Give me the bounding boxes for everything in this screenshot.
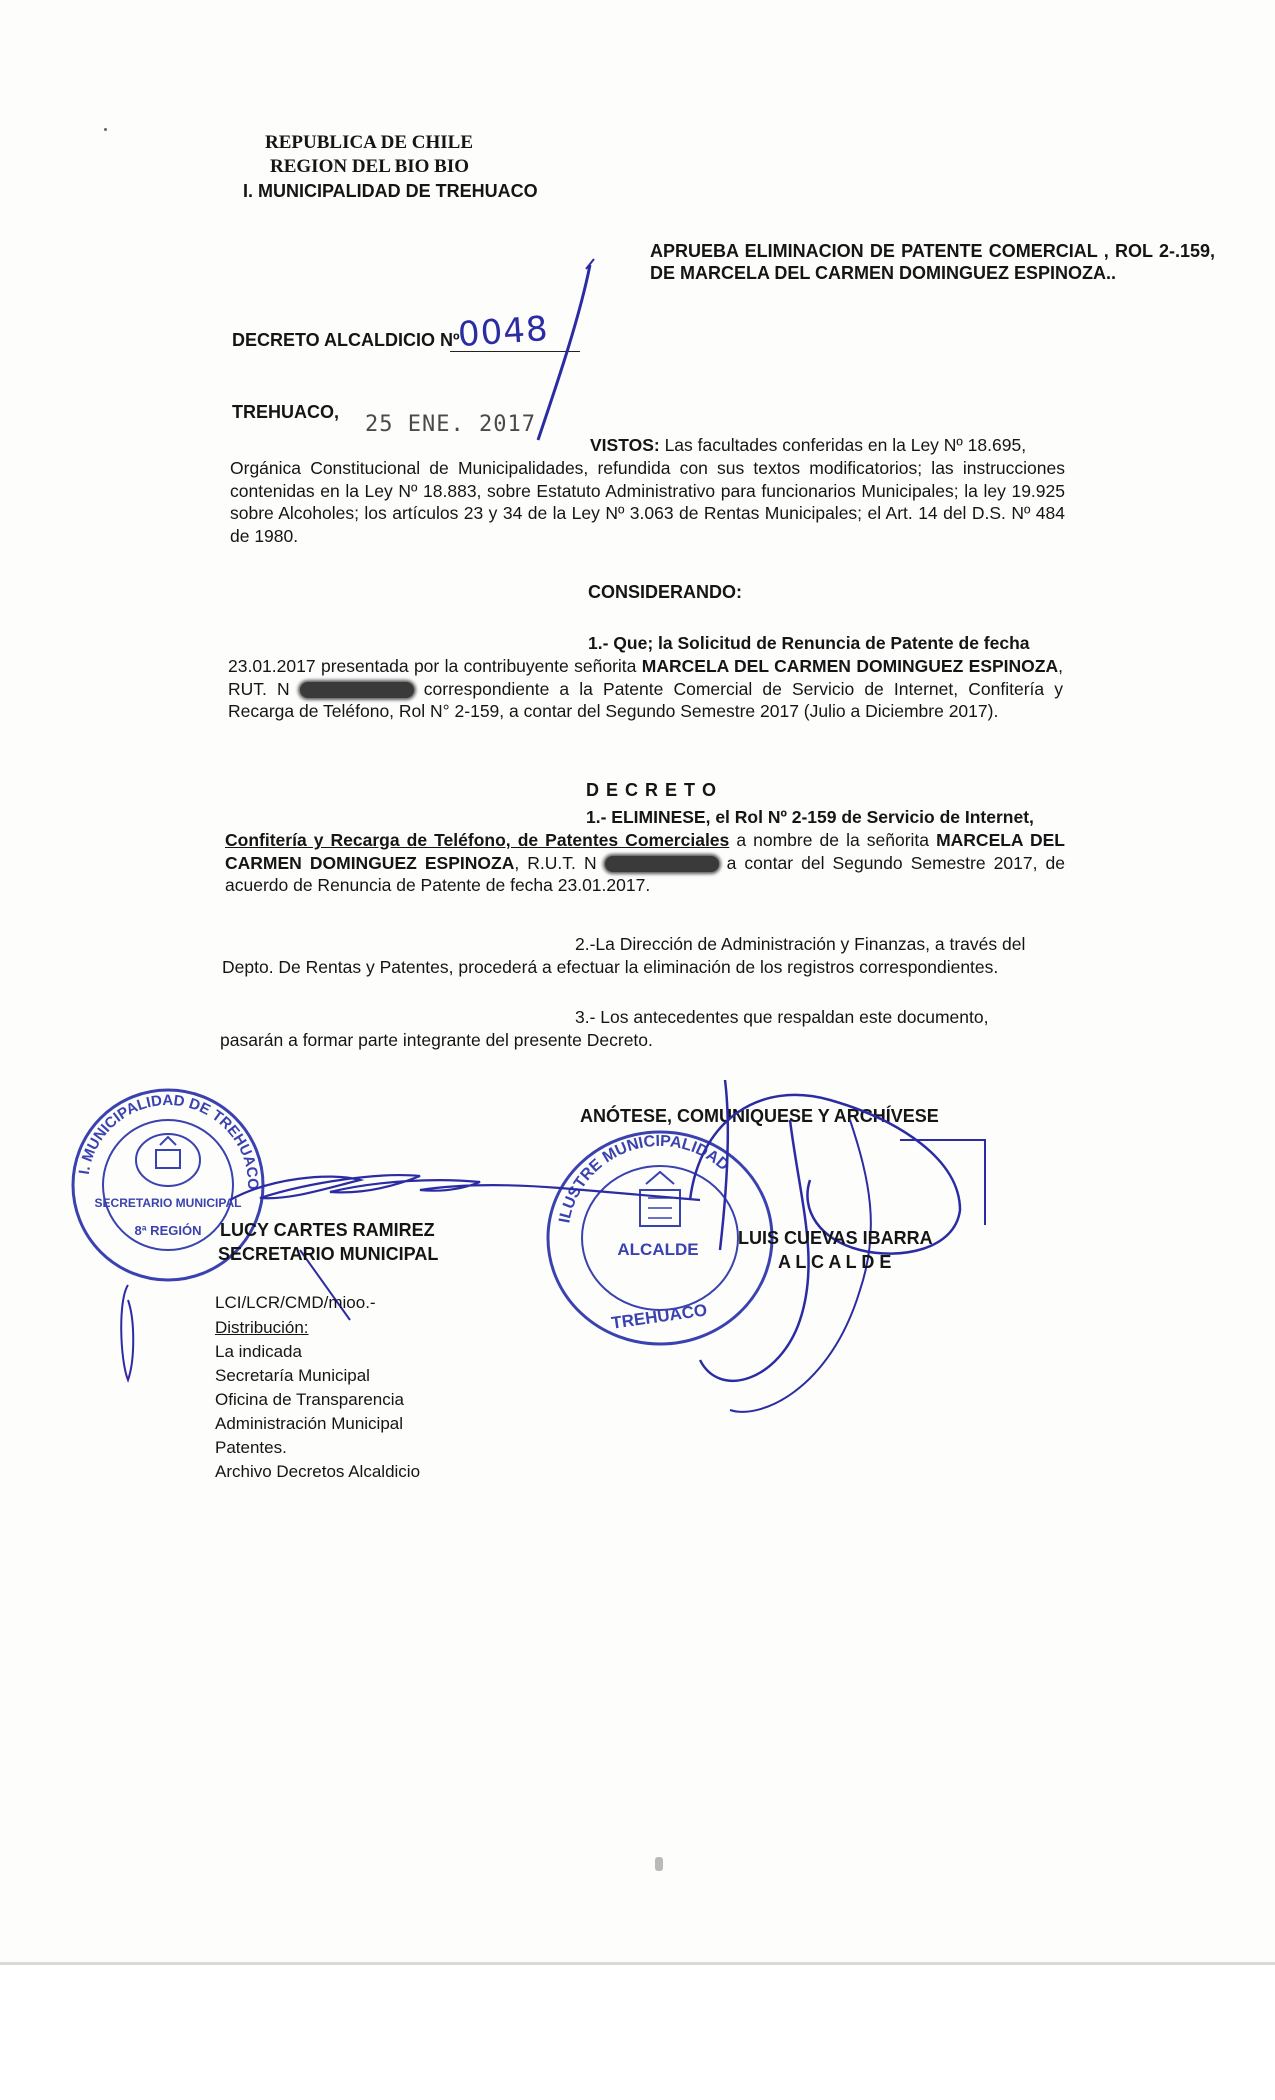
mayor-name: LUIS CUEVAS IBARRA xyxy=(738,1228,933,1248)
distribution-item: Patentes. xyxy=(215,1438,287,1457)
stamp-ring-text: I. MUNICIPALIDAD DE TREHUACO xyxy=(75,1091,262,1190)
redacted-rut xyxy=(605,856,719,872)
stamp-inner-text: SECRETARIO MUNICIPAL xyxy=(94,1196,242,1210)
header-region: REGION DEL BIO BIO xyxy=(270,156,470,177)
decreto-p1-text-c: a contar del Segundo Semestre 2017, de acuerdo de Renuncia de Patente de fecha 23.01.2017. xyxy=(225,852,1065,895)
page-edge xyxy=(0,1962,1275,1965)
redacted-rut xyxy=(300,682,414,698)
decreto-p1-name-a: MARCELA DEL xyxy=(936,830,1065,850)
considerando-p1-number: 1.- Que; xyxy=(588,633,654,653)
vistos-label: VISTOS: xyxy=(590,435,660,455)
decreto-p3-body: pasarán a formar parte integrante del presente Decreto. xyxy=(220,1030,653,1050)
header-republic: REPUBLICA DE CHILE xyxy=(265,132,473,153)
considerando-p1-name: MARCELA DEL CARMEN DOMINGUEZ ESPINOZA xyxy=(641,656,1059,676)
stamp-inner-text: ALCALDE xyxy=(617,1240,699,1259)
decreto-p1-text-b: , R.U.T. N xyxy=(514,852,597,873)
scan-speck xyxy=(104,128,107,131)
distribution-item: Administración Municipal xyxy=(215,1414,404,1433)
considerando-p1-text-a: 23.01.2017 presentada por la contribuyente señorita xyxy=(228,656,637,676)
considerando-title: CONSIDERANDO: xyxy=(588,582,743,602)
distribution-title: Distribución: xyxy=(215,1318,309,1337)
decreto-p1-lead: 1.- ELIMINESE, el Rol Nº 2-159 de Servicio de Internet, xyxy=(586,807,1034,827)
considerando-p1-body xyxy=(228,655,1063,723)
scan-speck xyxy=(655,1857,663,1871)
decreto-title: D E C R E T O xyxy=(586,780,718,800)
header-municipality: I. MUNICIPALIDAD DE TREHUACO xyxy=(243,181,538,201)
considerando-p1-text-c: correspondiente a la Patente Comercial de Servicio de Internet, Confitería y Recarga de Teléfono, Rol N° 2-159, a contar del Segundo Semestre 2017 (Julio a Diciembre 2017). xyxy=(228,678,1063,721)
decree-date: 25 ENE. 2017 xyxy=(365,412,536,437)
handwritten-signatures xyxy=(0,1060,1275,1480)
decreto-p1-bold: Confitería y Recarga de Teléfono, de Patentes Comerciales xyxy=(225,830,730,850)
stamp-bottom-text: TREHUACO xyxy=(610,1300,709,1333)
decree-label: DECRETO ALCALDICIO Nº xyxy=(232,330,460,350)
secretary-name: LUCY CARTES RAMIREZ xyxy=(220,1220,435,1240)
decreto-p3-lead: 3.- Los antecedentes que respaldan este documento, xyxy=(575,1007,989,1027)
decreto-p1-name-b: CARMEN DOMINGUEZ ESPINOZA xyxy=(225,852,515,873)
stamp-region-text: 8ª REGIÓN xyxy=(134,1223,202,1238)
considerando-p1-text-b: , RUT. N xyxy=(228,656,1063,699)
decreto-p1-text-a: a nombre de la señorita xyxy=(729,830,937,850)
decree-number: 0048 xyxy=(456,308,550,356)
decreto-p2-lead: 2.-La Dirección de Administración y Finanzas, a través del xyxy=(575,934,1026,954)
secretary-title: SECRETARIO MUNICIPAL xyxy=(218,1244,439,1264)
decreto-p2-body: Depto. De Rentas y Patentes, procederá a efectuar la eliminación de los registros correspondientes. xyxy=(222,957,999,977)
distribution-item: La indicada xyxy=(215,1342,302,1361)
decreto-p1-body xyxy=(225,829,1065,897)
vistos-first-line xyxy=(590,434,1060,457)
stamp-ring-text: ILUSTRE MUNICIPALIDAD xyxy=(556,1132,732,1225)
decree-subject: APRUEBA ELIMINACION DE PATENTE COMERCIAL , ROL 2-.159, DE MARCELA DEL CARMEN DOMINGUEZ ESPINOZA.. xyxy=(650,241,1215,283)
vistos-body: Orgánica Constitucional de Municipalidades, refundida con sus textos modificatorios; las instrucciones contenidas en la Ley Nº 18.883, sobre Estatuto Administrativo para funcionarios Municipales; la ley 19.925 sobre Alcoholes; los artículos 23 y 34 de la Ley Nº 3.063 de Rentas Municipales; el Art. 14 del D.S. Nº 484 de 1980. xyxy=(230,458,1065,546)
distribution-initials: LCI/LCR/CMD/mioo.- xyxy=(215,1293,376,1312)
closing-text: ANÓTESE, COMUNÍQUESE Y ARCHÍVESE xyxy=(580,1106,939,1126)
considerando-p1-lead xyxy=(588,632,1063,655)
mayor-title: A L C A L D E xyxy=(778,1252,892,1272)
vistos-first-text: Las facultades conferidas en la Ley Nº 18.695, xyxy=(664,435,1027,455)
distribution-item: Oficina de Transparencia xyxy=(215,1390,404,1409)
decree-place: TREHUACO, xyxy=(232,402,339,422)
considerando-p1-lead-text: la Solicitud de Renuncia de Patente de fecha xyxy=(658,633,1030,653)
distribution-item: Secretaría Municipal xyxy=(215,1366,370,1385)
distribution-item: Archivo Decretos Alcaldicio xyxy=(215,1462,421,1481)
